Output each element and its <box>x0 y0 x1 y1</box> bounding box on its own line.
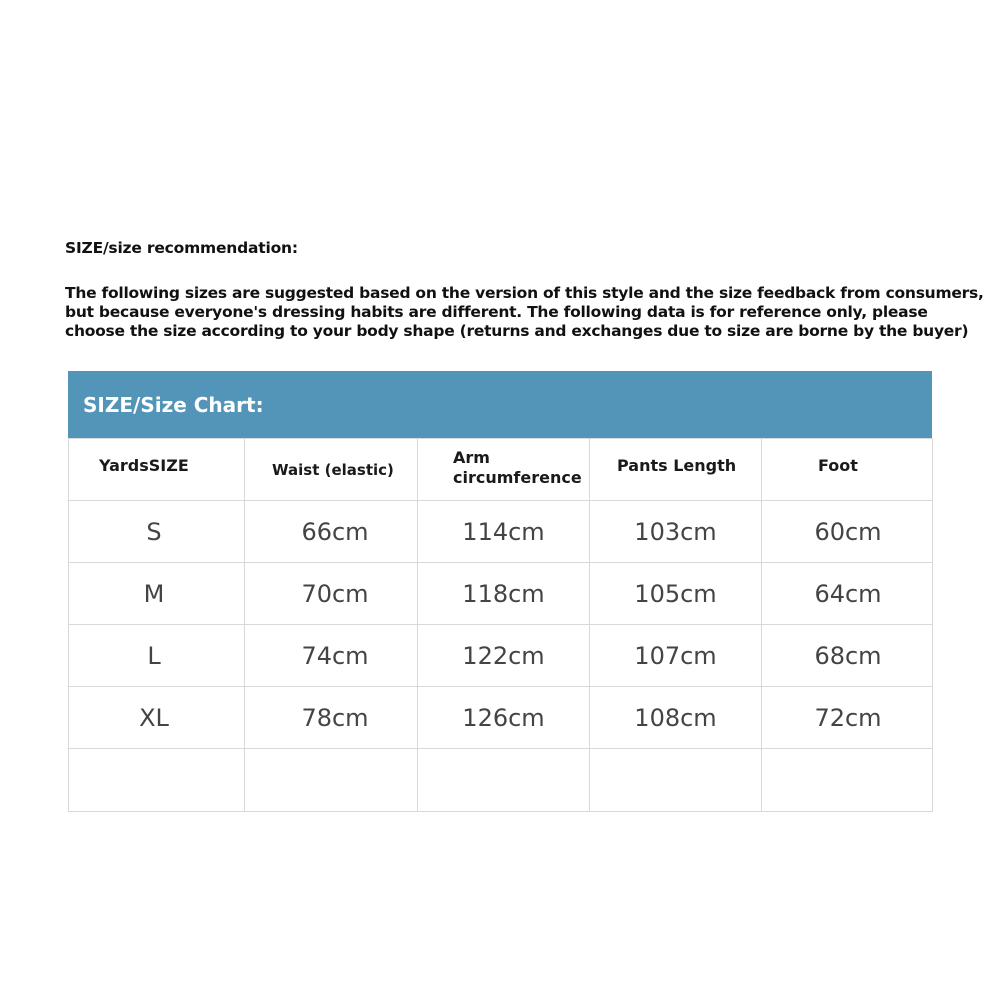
empty-cell <box>69 749 245 812</box>
empty-table-row <box>69 749 933 812</box>
foot-cell: 72cm <box>762 687 933 749</box>
size-cell: M <box>69 563 245 625</box>
column-header-pants-length: Pants Length <box>590 439 762 501</box>
empty-cell <box>590 749 762 812</box>
size-chart-title: SIZE/Size Chart: <box>68 371 932 438</box>
arm-cell: 126cm <box>418 687 590 749</box>
size-chart-table <box>68 438 933 812</box>
foot-cell: 68cm <box>762 625 933 687</box>
arm-cell: 118cm <box>418 563 590 625</box>
size-cell: S <box>69 501 245 563</box>
waist-cell: 66cm <box>245 501 418 563</box>
size-cell: L <box>69 625 245 687</box>
pants-length-cell: 105cm <box>590 563 762 625</box>
note-line: choose the size according to your body shape (returns and exchanges due to size are borne by the buyer) <box>65 322 969 340</box>
column-header-yards: YardsSIZE <box>69 439 245 501</box>
waist-cell: 74cm <box>245 625 418 687</box>
table-row <box>69 501 933 563</box>
pants-length-cell: 107cm <box>590 625 762 687</box>
waist-cell: 78cm <box>245 687 418 749</box>
pants-length-cell: 108cm <box>590 687 762 749</box>
table-row <box>69 625 933 687</box>
pants-length-cell: 103cm <box>590 501 762 563</box>
size-recommendation-note <box>65 284 984 341</box>
arm-cell: 114cm <box>418 501 590 563</box>
table-row <box>69 563 933 625</box>
empty-cell <box>762 749 933 812</box>
empty-cell <box>418 749 590 812</box>
empty-cell <box>245 749 418 812</box>
table-header-row <box>69 439 933 501</box>
arm-cell: 122cm <box>418 625 590 687</box>
foot-cell: 60cm <box>762 501 933 563</box>
waist-cell: 70cm <box>245 563 418 625</box>
column-header-arm-line2: circumference <box>453 467 582 487</box>
column-header-arm-line1: Arm <box>453 447 490 467</box>
size-cell: XL <box>69 687 245 749</box>
size-recommendation-heading: SIZE/size recommendation: <box>65 239 298 257</box>
note-line: The following sizes are suggested based on the version of this style and the size feedback from consumers, <box>65 284 984 302</box>
foot-cell: 64cm <box>762 563 933 625</box>
note-line: but because everyone's dressing habits are different. The following data is for reference only, please <box>65 303 928 321</box>
column-header-waist: Waist (elastic) <box>245 439 418 501</box>
column-header-foot: Foot <box>762 439 933 501</box>
table-row <box>69 687 933 749</box>
column-header-arm <box>418 439 590 501</box>
